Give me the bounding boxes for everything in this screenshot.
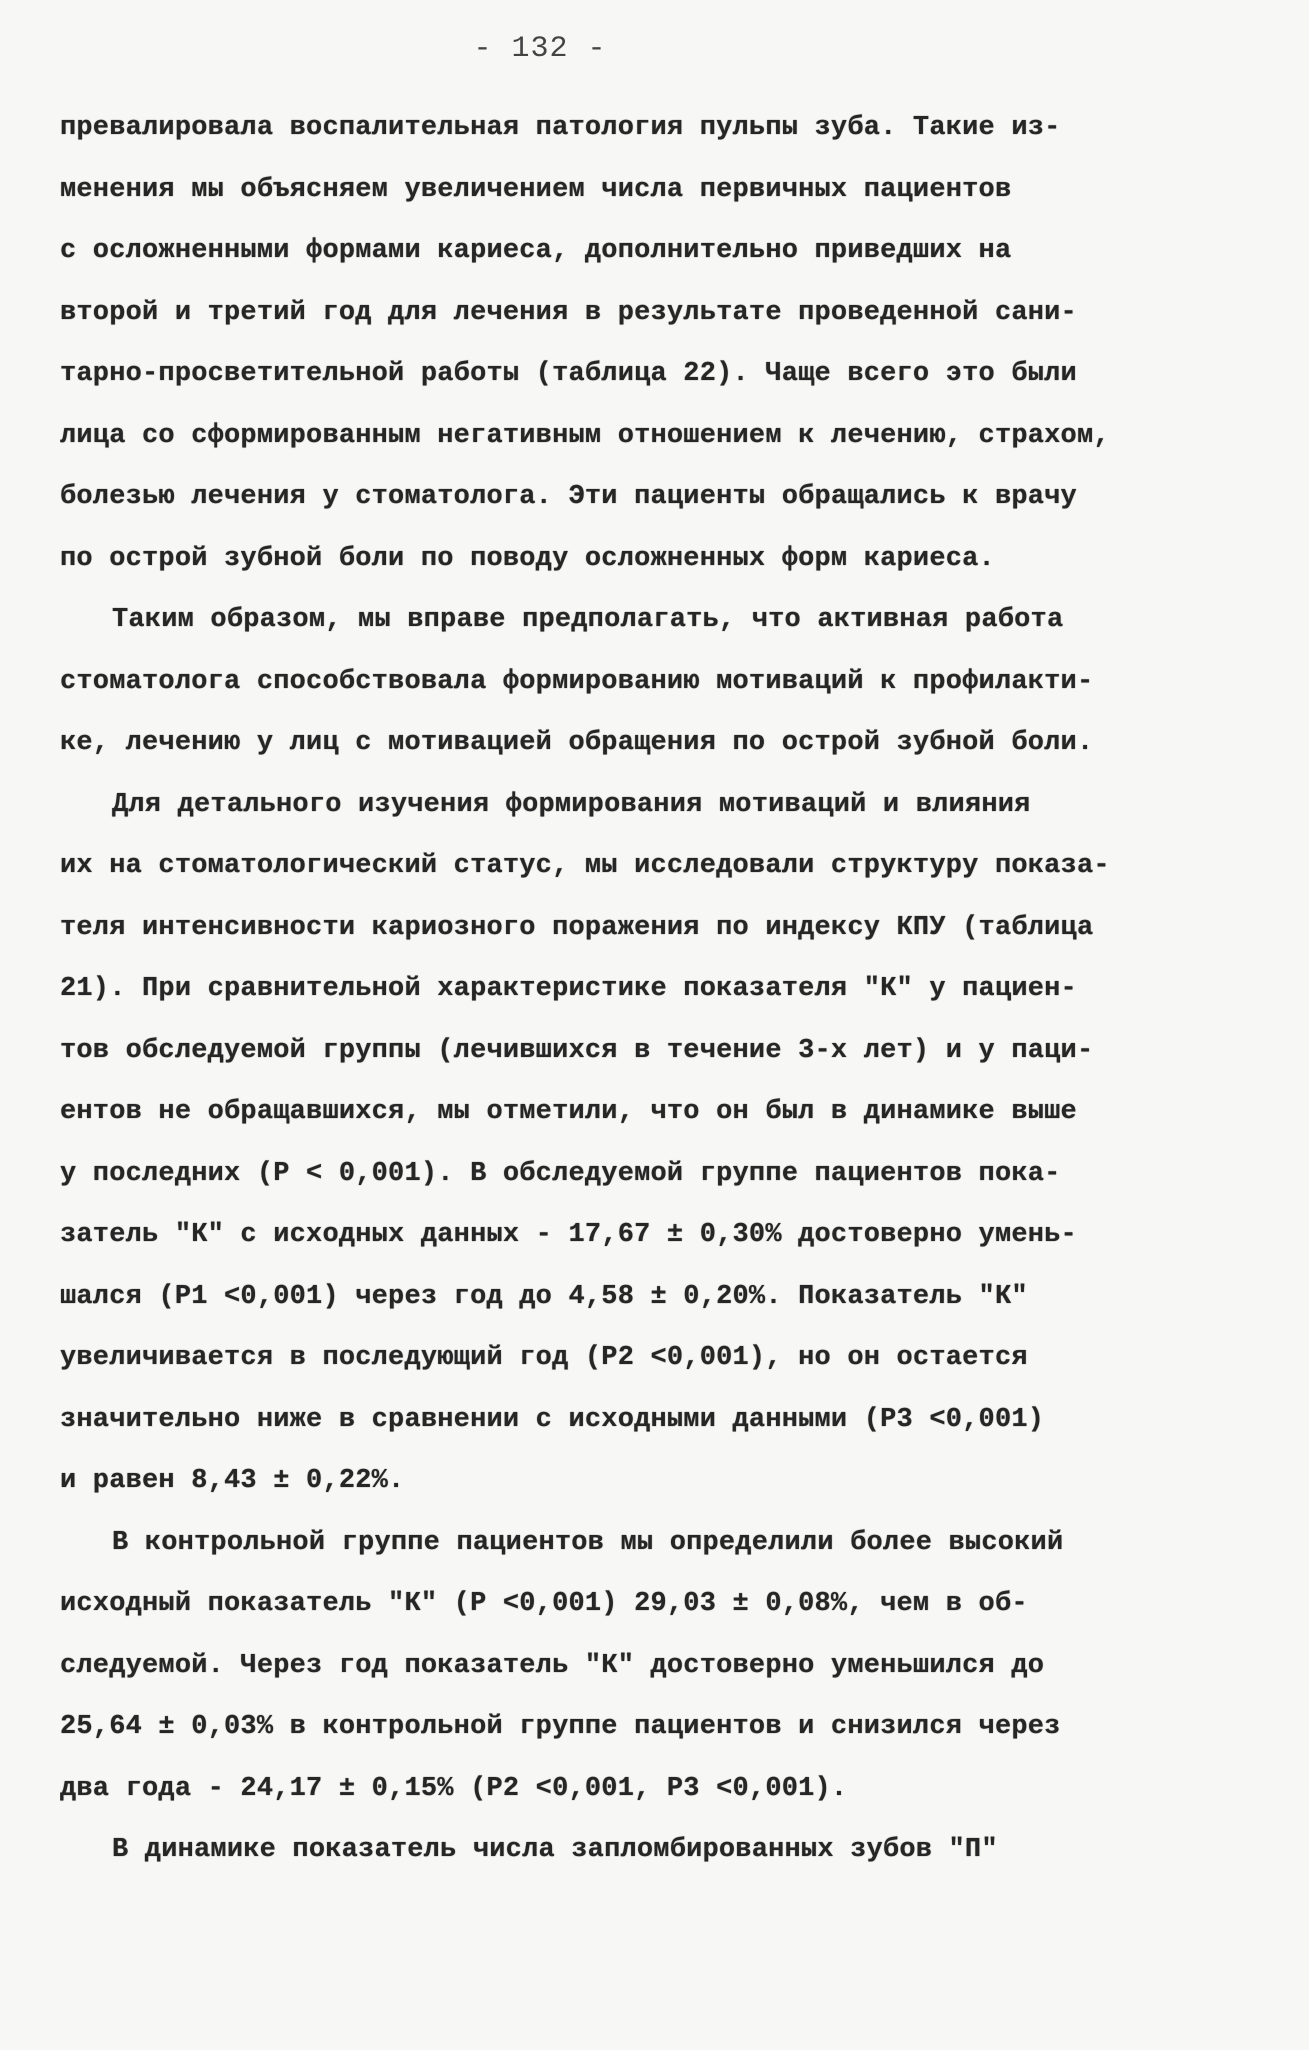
text-line: лица со сформированным негативным отношением к лечению, страхом, <box>60 420 1110 451</box>
text-line: 21). При сравнительной характеристике показателя "К" у пациен- <box>60 974 1077 1004</box>
text-line: второй и третий год для лечения в результате проведенной сани- <box>60 297 1077 328</box>
text-line: Таким образом, мы вправе предполагать, что активная работа <box>112 605 1064 635</box>
text-line: ентов не обращавшихся, мы отметили, что он был в динамике выше <box>60 1097 1077 1127</box>
page-number: - 132 - <box>473 32 607 66</box>
text-line: ке, лечению у лиц с мотивацией обращения по острой зубной боли. <box>60 728 1094 758</box>
text-line: стоматолога способствовала формированию мотиваций к профилакти- <box>60 666 1094 697</box>
text-line: с осложненными формами кариеса, дополнительно приведших на <box>60 236 1012 266</box>
text-line: у последних (Р < 0,001). В обследуемой группе пациентов пока- <box>60 1158 1061 1189</box>
text-line: В динамике показатель числа запломбированных зубов "П" <box>112 1835 998 1865</box>
text-line: увеличивается в последующий год (P2 <0,001), но он остается <box>60 1343 1028 1373</box>
text-line: исходный показатель "К" (Р <0,001) 29,03 ± 0,08%, чем в об- <box>60 1589 1028 1619</box>
text-line: следуемой. Через год показатель "К" достоверно уменьшился до <box>60 1650 1045 1681</box>
text-line: их на стоматологический статус, мы исследовали структуру показа- <box>60 851 1110 881</box>
text-line: превалировала воспалительная патология пульпы зуба. Такие из- <box>60 113 1061 143</box>
text-line: два года - 24,17 ± 0,15% (P2 <0,001, P3 <0,001). <box>60 1773 848 1804</box>
text-line: болезью лечения у стоматолога. Эти пациенты обращались к врачу <box>60 482 1077 512</box>
text-line: теля интенсивности кариозного поражения по индексу КПУ (таблица <box>60 912 1094 943</box>
text-line: тарно-просветительной работы (таблица 22). Чаще всего это были <box>60 359 1077 389</box>
text-line: менения мы объясняем увеличением числа первичных пациентов <box>60 174 1012 205</box>
body-text <box>60 98 1250 1882</box>
text-line: В контрольной группе пациентов мы определили более высокий <box>112 1527 1064 1558</box>
text-line: тов обследуемой группы (лечившихся в течение 3-х лет) и у паци- <box>60 1035 1094 1066</box>
text-line: и равен 8,43 ± 0,22%. <box>60 1466 405 1496</box>
text-line: по острой зубной боли по поводу осложненных форм кариеса. <box>60 543 995 574</box>
text-line: 25,64 ± 0,03% в контрольной группе пациентов и снизился через <box>60 1712 1061 1742</box>
text-line: значительно ниже в сравнении с исходными данными (P3 <0,001) <box>60 1404 1045 1435</box>
text-line: Для детального изучения формирования мотиваций и влияния <box>112 789 1031 820</box>
text-line: затель "К" с исходных данных - 17,67 ± 0,30% достоверно умень- <box>60 1220 1077 1250</box>
text-line: шался (P1 <0,001) через год до 4,58 ± 0,20%. Показатель "К" <box>60 1281 1028 1312</box>
